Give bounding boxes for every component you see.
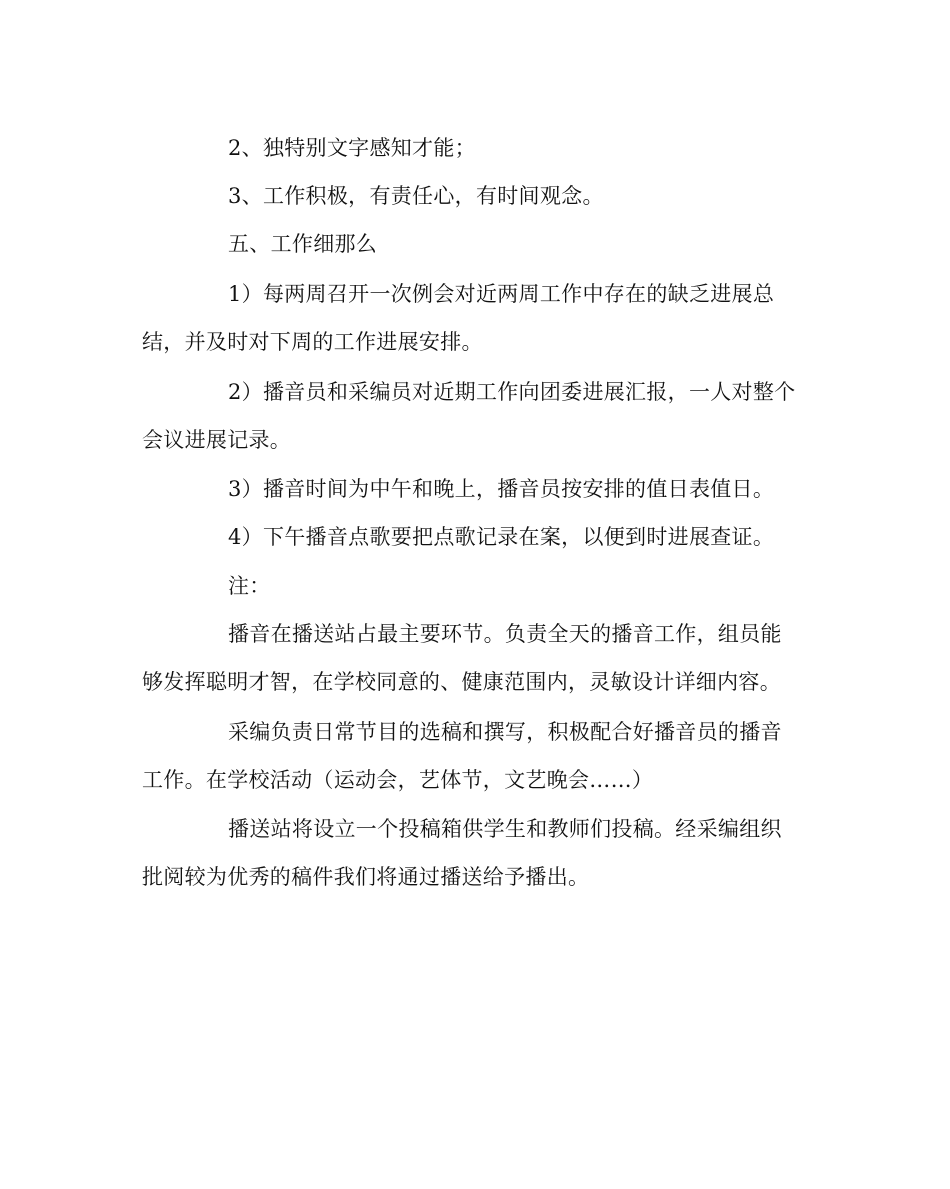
note-submission-line-2: 批阅较为优秀的稿件我们将通过播送给予播出。	[142, 865, 590, 889]
note-editing-line-2: 工作。在学校活动（运动会，艺体节，文艺晚会……）	[142, 768, 654, 792]
note-heading: 注：	[228, 574, 271, 598]
requirement-item-3: 3、工作积极，有责任心，有时间观念。	[228, 184, 604, 208]
note-editing-line-1: 采编负责日常节目的选稿和撰写，积极配合好播音员的播音	[228, 720, 782, 744]
detail-item-4: 4）下午播音点歌要把点歌记录在案，以便到时进展查证。	[228, 525, 775, 549]
detail-item-2-line-2: 会议进展记录。	[142, 428, 292, 452]
detail-item-1-line-1: 1）每两周召开一次例会对近两周工作中存在的缺乏进展总	[228, 282, 775, 306]
note-broadcast-line-1: 播音在播送站占最主要环节。负责全天的播音工作，组员能	[228, 622, 782, 646]
detail-item-3: 3）播音时间为中午和晚上，播音员按安排的值日表值日。	[228, 477, 775, 501]
note-broadcast-line-2: 够发挥聪明才智，在学校同意的、健康范围内，灵敏设计详细内容。	[142, 670, 781, 694]
requirement-item-2: 2、独特别文字感知才能；	[228, 136, 476, 160]
detail-item-2-line-1: 2）播音员和采编员对近期工作向团委进展汇报，一人对整个	[228, 380, 796, 404]
note-submission-line-1: 播送站将设立一个投稿箱供学生和教师们投稿。经采编组织	[228, 817, 782, 841]
detail-item-1-line-2: 结，并及时对下周的工作进展安排。	[142, 330, 483, 354]
section-heading-work-details: 五、工作细那么	[228, 232, 378, 256]
